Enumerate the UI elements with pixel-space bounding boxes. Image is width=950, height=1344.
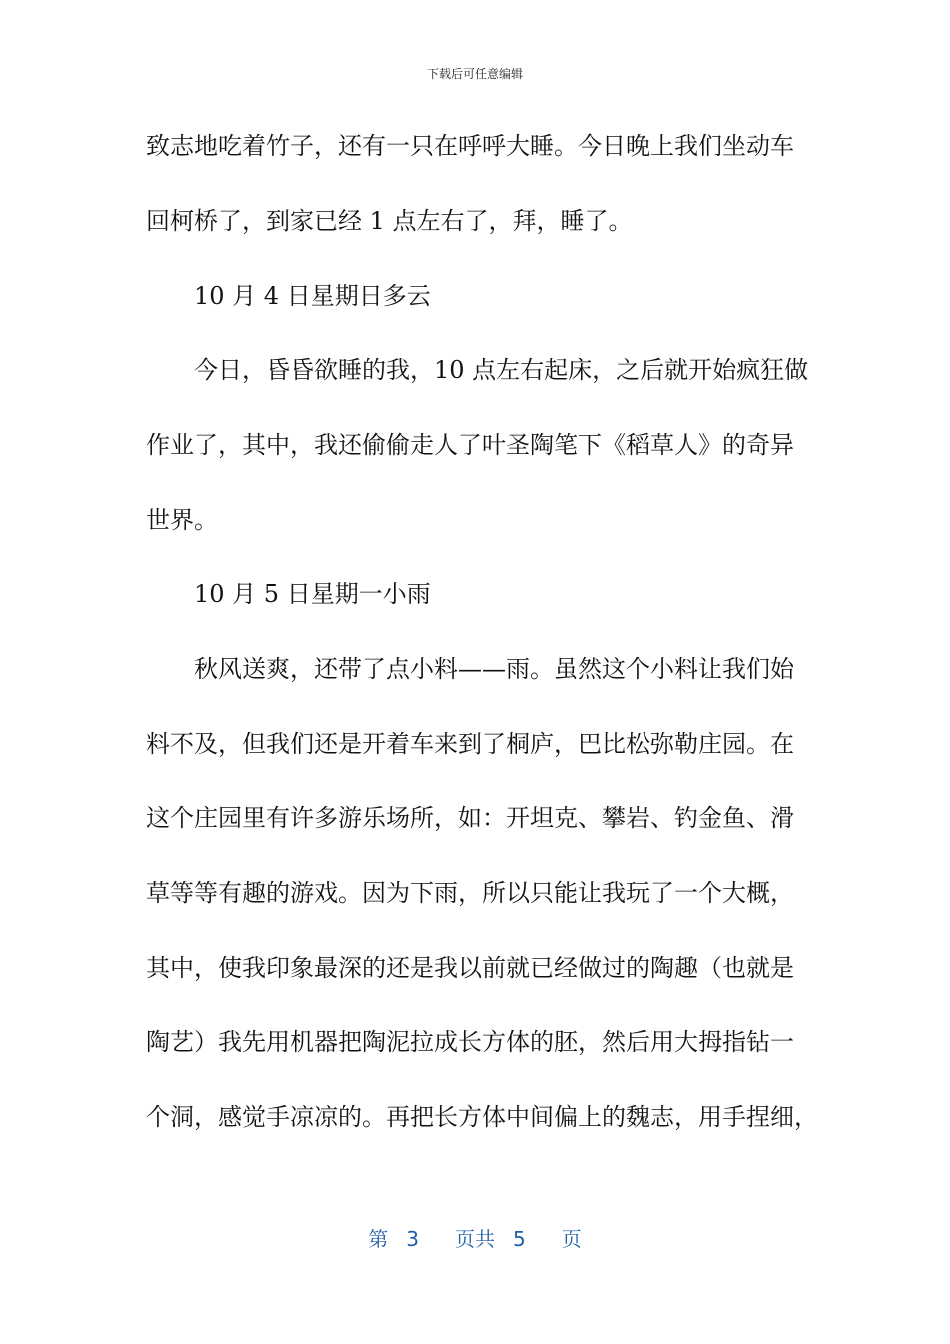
body-line: 今日，昏昏欲睡的我，10 点左右起床，之后就开始疯狂做 bbox=[194, 356, 809, 384]
total-pages-number: 5 bbox=[513, 1227, 526, 1251]
body-line: 回柯桥了，到家已经 1 点左右了，拜，睡了。 bbox=[146, 207, 633, 235]
header-note: 下载后可任意编辑 bbox=[426, 67, 523, 81]
diary-date-heading: 10 月 4 日星期日多云 bbox=[194, 282, 431, 310]
page-number-footer bbox=[0, 1226, 950, 1252]
body-line: 世界。 bbox=[146, 506, 218, 534]
body-line: 陶艺）我先用机器把陶泥拉成长方体的胚，然后用大拇指钻一 bbox=[146, 1028, 794, 1056]
body-line: 秋风送爽，还带了点小料——雨。虽然这个小料让我们始 bbox=[194, 655, 794, 683]
body-line: 个洞，感觉手凉凉的。再把长方体中间偏上的魏志，用手捏细， bbox=[146, 1103, 818, 1131]
body-line: 草等等有趣的游戏。因为下雨，所以只能让我玩了一个大概， bbox=[146, 879, 794, 907]
page-label-mid: 页共 bbox=[455, 1227, 495, 1251]
current-page-number: 3 bbox=[406, 1227, 419, 1251]
page-label-prefix: 第 bbox=[368, 1227, 389, 1251]
body-line: 其中，使我印象最深的还是我以前就已经做过的陶趣（也就是 bbox=[146, 954, 794, 982]
page-label-suffix: 页 bbox=[561, 1227, 582, 1251]
body-line: 这个庄园里有许多游乐场所，如：开坦克、攀岩、钓金鱼、滑 bbox=[146, 804, 794, 832]
diary-date-heading: 10 月 5 日星期一小雨 bbox=[194, 580, 431, 608]
body-line: 作业了，其中，我还偷偷走人了叶圣陶笔下《稻草人》的奇异 bbox=[146, 431, 794, 459]
body-line: 料不及，但我们还是开着车来到了桐庐，巴比松弥勒庄园。在 bbox=[146, 730, 794, 758]
body-line: 致志地吃着竹子，还有一只在呼呼大睡。今日晚上我们坐动车 bbox=[146, 132, 794, 160]
